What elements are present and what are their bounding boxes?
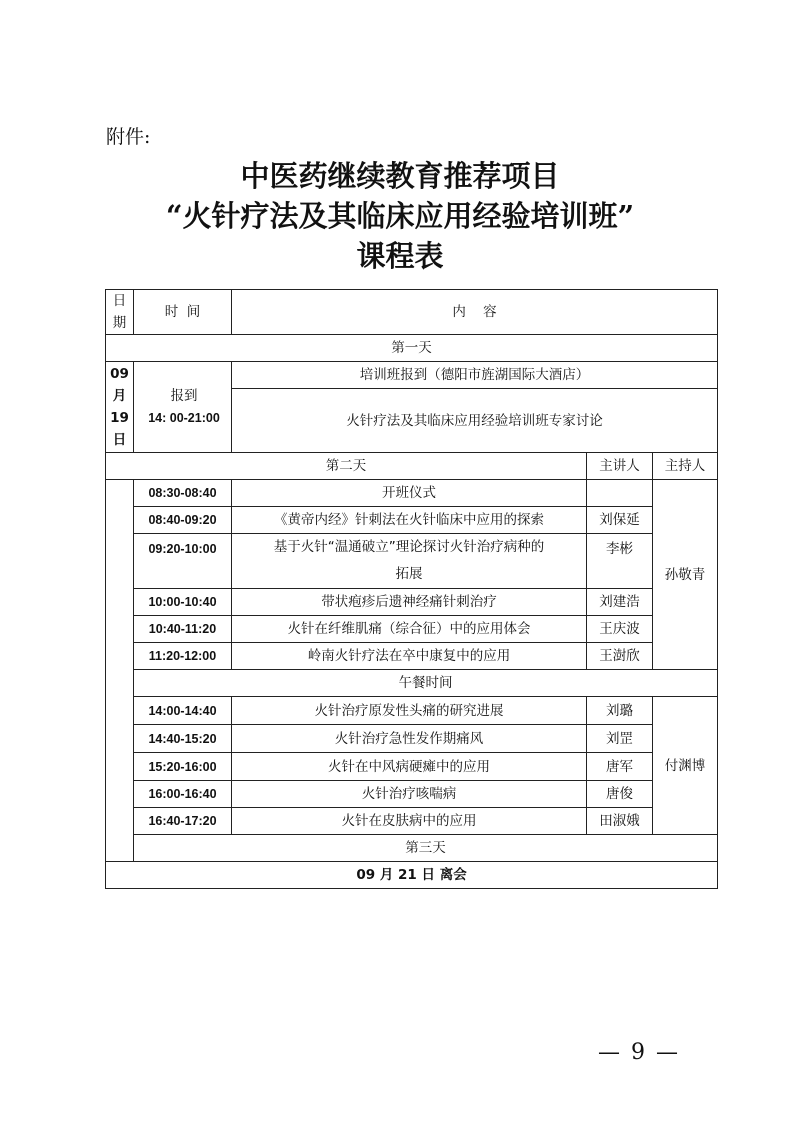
schedule-row: 11:20-12:00 岭南火针疗法在卒中康复中的应用 王澍欣 — [106, 643, 718, 670]
lunch-row — [106, 670, 718, 697]
day2-label-row — [106, 453, 718, 480]
schedule-row: 15:20-16:00 火针在中风病硬瘫中的应用 唐军 — [106, 753, 718, 781]
schedule-row: 10:40-11:20 火针在纤维肌痛（综合征）中的应用体会 王庆波 — [106, 616, 718, 643]
morning-host: 孙敬青 — [653, 480, 718, 670]
day2-date-cell — [106, 480, 134, 862]
day1-date: 09 月 19 日 — [106, 362, 134, 453]
schedule-row: 08:30-08:40 开班仪式 孙敬青 — [106, 480, 718, 507]
day1-label-row — [106, 335, 718, 362]
day2-label: 第二天 — [106, 453, 587, 480]
header-row — [106, 290, 718, 335]
page-number: — 9 — — [598, 1040, 680, 1065]
schedule-row: 09:20-10:00 基于火针“温通破立”理论探讨火针治疗病种的 拓展 李彬 — [106, 534, 718, 589]
header-time: 时 间 — [134, 290, 232, 335]
schedule-row: 14:40-15:20 火针治疗急性发作期痛风 刘罡 — [106, 725, 718, 753]
schedule-row: 10:00-10:40 带状疱疹后遗神经痛针刺治疗 刘建浩 — [106, 589, 718, 616]
document-title-line2: “火针疗法及其临床应用经验培训班” — [165, 199, 635, 233]
schedule-row: 14:00-14:40 火针治疗原发性头痛的研究进展 刘璐 付渊博 — [106, 697, 718, 725]
day3-label-row — [106, 835, 718, 862]
schedule-table — [105, 289, 718, 889]
schedule-row: 16:40-17:20 火针在皮肤病中的应用 田淑娥 — [106, 808, 718, 835]
day1-row — [106, 362, 718, 389]
day3-label: 第三天 — [134, 835, 718, 862]
day1-content2: 火针疗法及其临床应用经验培训班专家讨论 — [232, 389, 718, 453]
schedule-row: 08:40-09:20 《黄帝内经》针刺法在火针临床中应用的探索 刘保延 — [106, 507, 718, 534]
day3-content: 09 月 21 日 离会 — [106, 862, 718, 889]
lunch-label: 午餐时间 — [134, 670, 718, 697]
day1-content1: 培训班报到（德阳市旌湖国际大酒店） — [232, 362, 718, 389]
speaker-header: 主讲人 — [587, 453, 653, 480]
document-title-line1: 中医药继续教育推荐项目 — [240, 159, 560, 193]
header-content: 内 容 — [232, 290, 718, 335]
day1-label: 第一天 — [106, 335, 718, 362]
attachment-label: 附件: — [106, 126, 151, 148]
day3-row — [106, 862, 718, 889]
host-header: 主持人 — [653, 453, 718, 480]
day1-time: 报到 14: 00-21:00 — [134, 362, 232, 453]
header-date: 日 期 — [106, 290, 134, 335]
schedule-row: 16:00-16:40 火针治疗咳喘病 唐俊 — [106, 781, 718, 808]
document-title-line3: 课程表 — [356, 239, 444, 273]
afternoon-host: 付渊博 — [653, 697, 718, 835]
